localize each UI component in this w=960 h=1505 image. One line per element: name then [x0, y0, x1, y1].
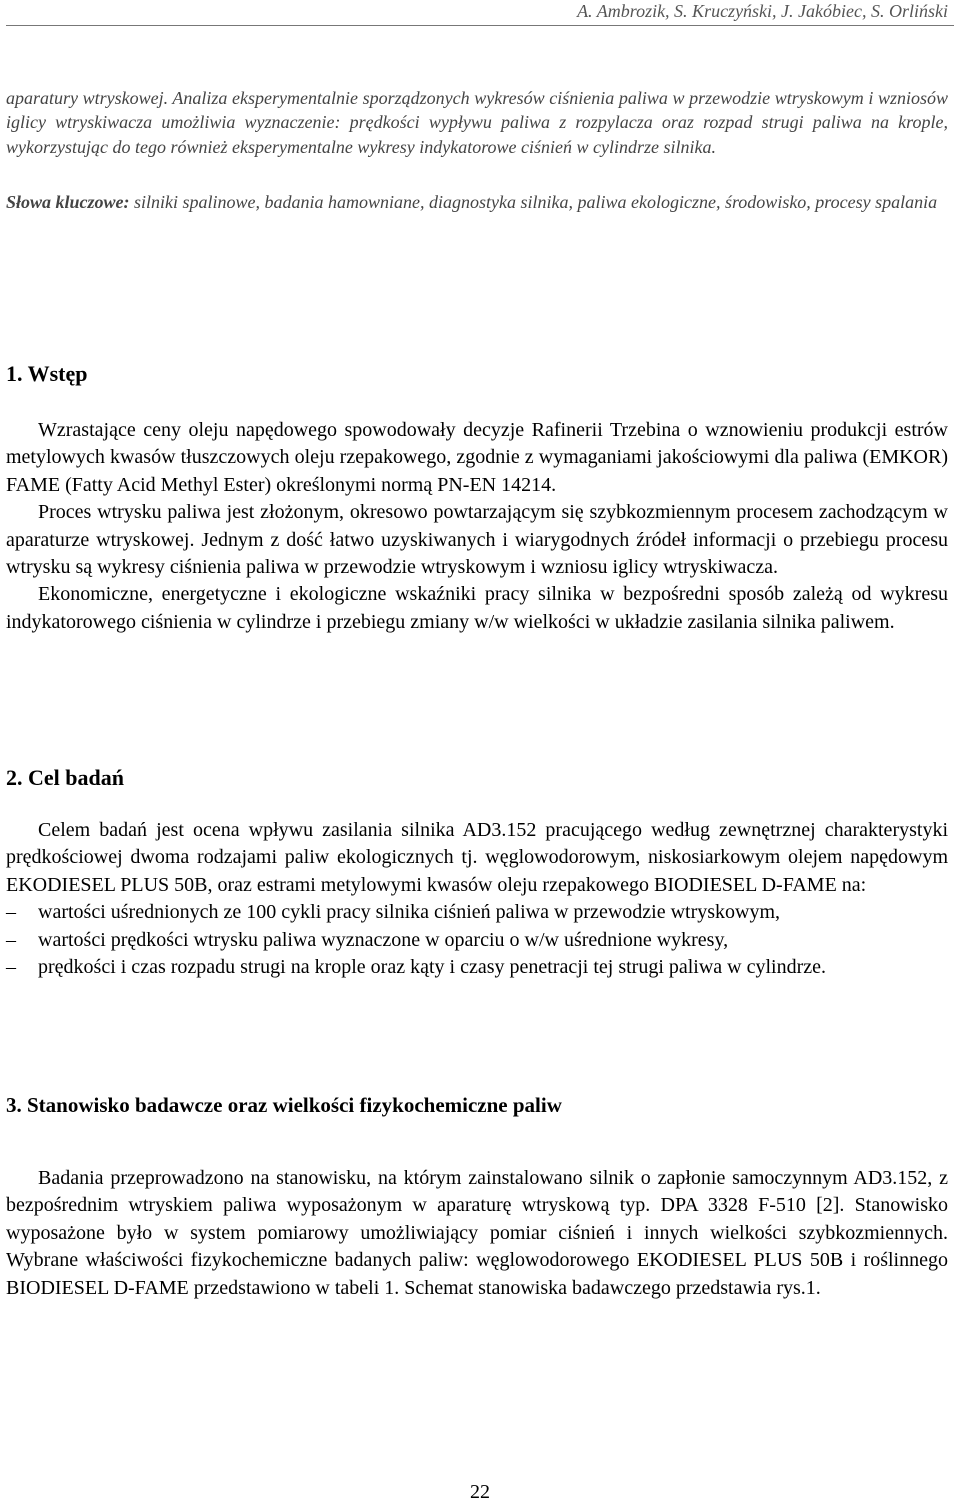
keywords: [6, 190, 948, 214]
section-heading-introduction: 1. Wstęp: [6, 361, 88, 386]
page-number: 22: [470, 1481, 490, 1503]
dash-bullet: –: [6, 956, 16, 979]
list-item-text: prędkości i czas rozpadu strugi na krople oraz kąty i czasy penetracji tej strugi paliwa w cylindrze.: [38, 956, 827, 979]
paragraph: Celem badań jest ocena wpływu zasilania silnika AD3.152 pracującego według zewnętrznej charakterystyki prędkościowej dwoma rodzajami paliw ekologicznych tj. węglowodorowym, niskosiarkowym olejem napędowym EKODIESEL PLUS 50B, oraz estrami metylowymi kwasów oleju rzepakowego BIODIESEL D-FAME na:: [6, 819, 948, 896]
keywords-label: Słowa kluczowe:: [6, 192, 130, 212]
paragraph: Proces wtrysku paliwa jest złożonym, okresowo powtarzającym się szybkozmiennym procesem zachodzącym w aparaturze wtryskowej. Jednym z dość łatwo uzyskiwanych i wiarygodnych źródeł informacji o przebiegu procesu wtrysku są wykresy ciśnienia paliwa w przewodzie wtryskowym i wzniosu iglicy wtryskiwacza.: [6, 501, 948, 579]
list-item: [6, 954, 948, 981]
aim-bullet-list: [6, 899, 948, 981]
paragraph: Badania przeprowadzono na stanowisku, na którym zainstalowano silnik o zapłonie samoczynnym AD3.152, z bezpośrednim wtryskiem paliwa wyposażonym w aparaturę wtryskową typ. DPA 3328 F-510 [2]. Stanowisko wyposażone było w system pomiarowy umożliwiający pomiar ciśnień i innych wielkości szybkozmiennych. Wybrane właściwości fizykochemiczne badanych paliw: węglowodorowego EKODIESEL PLUS 50B i roślinnego BIODIESEL D-FAME przedstawiono w tabeli 1. Schemat stanowiska badawczego przedstawia rys.1.: [6, 1167, 948, 1299]
running-header-authors: A. Ambrozik, S. Kruczyński, J. Jakóbiec, S. Orliński: [577, 1, 948, 21]
dash-bullet: –: [6, 901, 16, 924]
dash-bullet: –: [6, 928, 16, 951]
list-item-text: wartości prędkości wtrysku paliwa wyznaczone w oparciu o w/w uśrednione wykresy,: [38, 928, 729, 951]
section-heading-aim: 2. Cel badań: [6, 765, 124, 790]
list-item: [6, 899, 948, 926]
list-item: [6, 927, 948, 954]
paragraph: Ekonomiczne, energetyczne i ekologiczne wskaźniki pracy silnika w bezpośredni sposób zależą od wykresu indykatorowego ciśnienia w cylindrze i przebiegu zmiany w/w wielkości w układzie zasilania silnika paliwem.: [6, 583, 948, 633]
section-introduction-body: [6, 417, 948, 636]
header-rule: [6, 25, 954, 26]
section-aim-body: [6, 817, 948, 981]
paragraph: Wzrastające ceny oleju napędowego spowodowały decyzje Rafinerii Trzebina o wznowieniu produkcji estrów metylowych kwasów tłuszczowych oleju rzepakowego, zgodnie z wymaganiami jakościowymi dla paliwa (EMKOR) FAME (Fatty Acid Methyl Ester) określonymi normą PN-EN 14214.: [6, 419, 948, 496]
section-test-stand-body: [6, 1165, 948, 1302]
abstract-continuation: aparatury wtryskowej. Analiza eksperymentalnie sporządzonych wykresów ciśnienia paliwa w przewodzie wtryskowym i wzniosów iglicy wtryskiwacza umożliwia wyznaczenie: prędkości wypływu paliwa z rozpylacza oraz rozpad strugi paliwa na krople, wykorzystując do tego również eksperymentalne wykresy indykatorowe ciśnień w cylindrze silnika.: [6, 88, 948, 157]
keywords-text: silniki spalinowe, badania hamowniane, diagnostyka silnika, paliwa ekologiczne, środowisko, procesy spalania: [134, 192, 938, 212]
list-item-text: wartości uśrednionych ze 100 cykli pracy silnika ciśnień paliwa w przewodzie wtryskowym,: [38, 901, 781, 924]
section-heading-test-stand: 3. Stanowisko badawcze oraz wielkości fizykochemiczne paliw: [6, 1093, 562, 1117]
